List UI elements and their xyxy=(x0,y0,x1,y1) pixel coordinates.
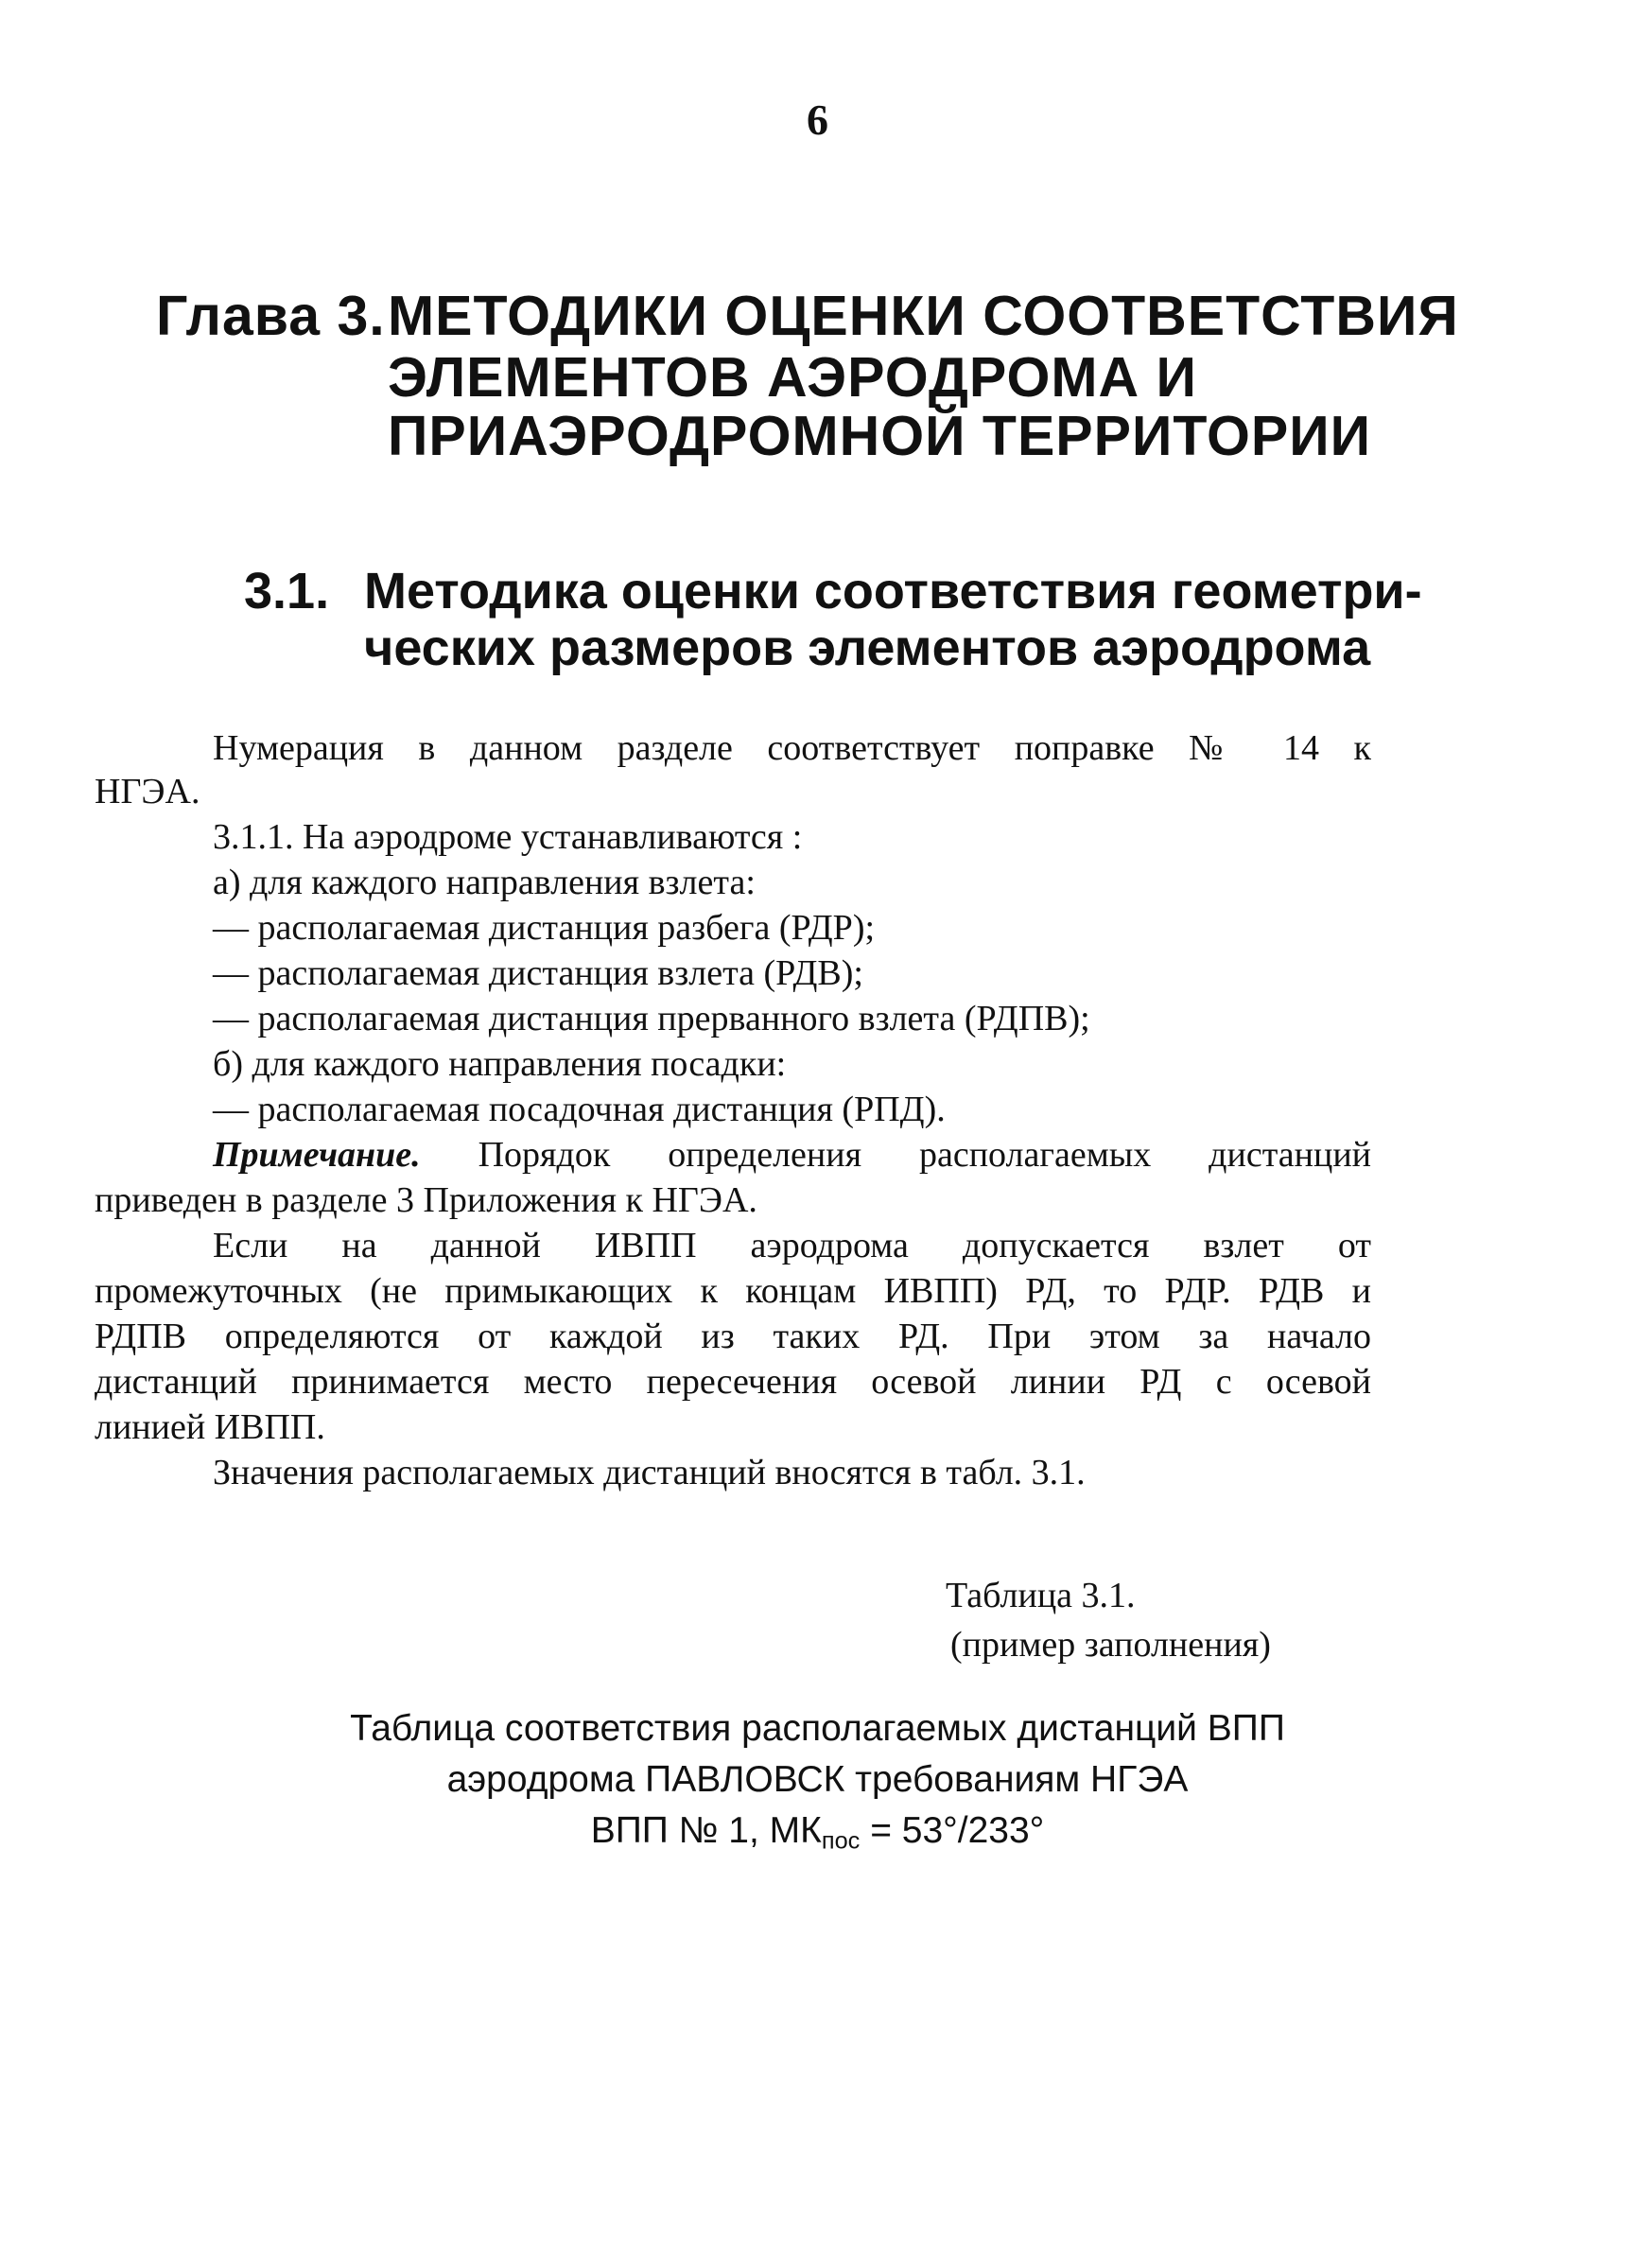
values-line: Значения располагаемых дистанций вносятся в табл. 3.1. xyxy=(213,1453,1086,1492)
note-label: Примечание. xyxy=(213,1135,421,1175)
section-title-line-2: ческих размеров элементов аэродрома xyxy=(364,619,1371,676)
chapter-title-line-3: ПРИАЭРОДРОМНОЙ ТЕРРИТОРИИ xyxy=(388,405,1372,467)
list-a-item-1: — располагаемая дистанция разбега (РДР); xyxy=(213,908,876,948)
table-caption-line-3 xyxy=(0,1812,1635,1854)
table-caption-line-2: аэродрома ПАВЛОВСК требованиям НГЭА xyxy=(446,1759,1189,1800)
note-line-2: приведен в разделе 3 Приложения к НГЭА. xyxy=(95,1180,757,1220)
chapter-label: Глава 3. xyxy=(156,285,386,347)
list-a-item-3: — располагаемая дистанция прерванного взлета (РДПВ); xyxy=(213,999,1090,1038)
chapter-title-line-2: ЭЛЕМЕНТОВ АЭРОДРОМА И xyxy=(388,346,1197,409)
page-number: 6 xyxy=(807,96,828,144)
paragraph-line-3: РДПВ определяются от каждой из таких РД. При этом за начало xyxy=(95,1317,1371,1356)
paragraph-line-4: дистанций принимается место пересечения осевой линии РД с осевой xyxy=(95,1362,1371,1402)
caption-subscript: пос xyxy=(821,1827,861,1855)
intro-line-1: Нумерация в данном разделе соответствует поправке № 14 к xyxy=(213,728,1371,768)
section-title-line-1: Методика оценки соответствия геометри- xyxy=(364,563,1422,619)
paragraph-line-2: промежуточных (не примыкающих к концам ИВПП) РД, то РДР. РДВ и xyxy=(95,1271,1371,1311)
paragraph-line-1: Если на данной ИВПП аэродрома допускается взлет от xyxy=(213,1226,1371,1265)
section-number: 3.1. xyxy=(244,563,330,619)
caption-runway: ВПП № 1, МК xyxy=(590,1810,822,1851)
chapter-title-line-1: МЕТОДИКИ ОЦЕНКИ СООТВЕТСТВИЯ xyxy=(388,285,1459,347)
list-b-item-1: — располагаемая посадочная дистанция (РПД). xyxy=(213,1090,946,1129)
table-ref-label: Таблица 3.1. xyxy=(946,1576,1136,1615)
caption-headings: = 53°/233° xyxy=(860,1810,1045,1851)
list-a-item-2: — располагаемая дистанция взлета (РДВ); xyxy=(213,953,863,993)
table-ref-note: (пример заполнения) xyxy=(950,1625,1271,1665)
note-text: Порядок определения располагаемых дистанций xyxy=(478,1135,1371,1175)
intro-line-2: НГЭА. xyxy=(95,772,200,811)
list-b-heading: б) для каждого направления посадки: xyxy=(213,1044,787,1084)
item-3-1-1: 3.1.1. На аэродроме устанавливаются : xyxy=(213,817,803,857)
paragraph-line-5: линией ИВПП. xyxy=(95,1407,325,1447)
table-caption-line-1: Таблица соответствия располагаемых дистанций ВПП xyxy=(350,1708,1285,1749)
note-line-1 xyxy=(213,1137,1371,1173)
list-a-heading: а) для каждого направления взлета: xyxy=(213,863,756,902)
